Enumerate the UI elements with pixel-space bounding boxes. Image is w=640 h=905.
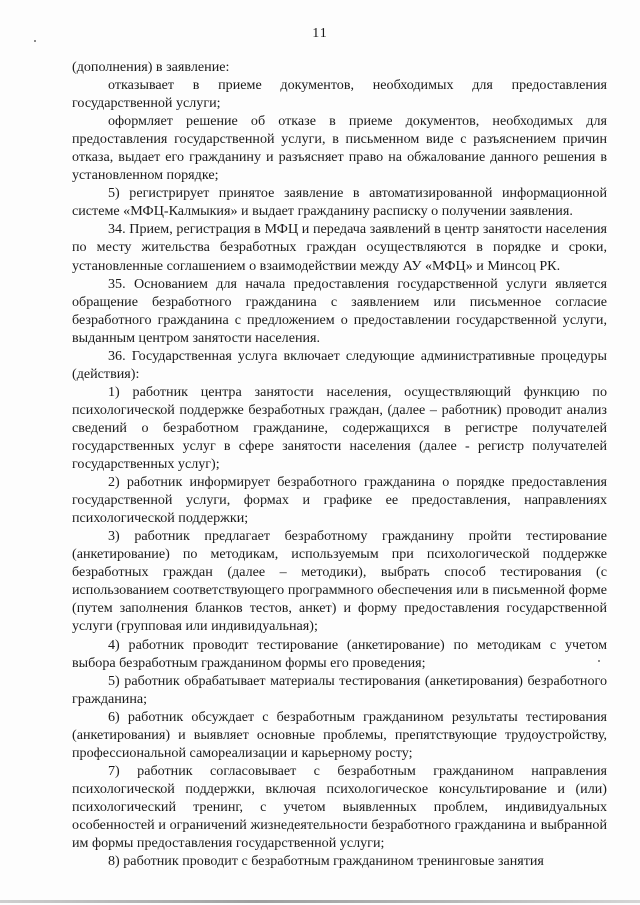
paragraph: 7) работник согласовывает с безработным гражданином направления психологической поддержки, включая психологическое консультирование и (или) психологический тренинг, с учетом выявленных проблем, индивидуальных особенностей и ограничений жизнедеятельности безработного гражданина и выбранной им формы предоставления государственной услуги; [72,762,607,852]
document-body [72,58,607,870]
scan-speck [598,660,600,662]
paragraph: 6) работник обсуждает с безработным гражданином результаты тестирования (анкетирования) и выявляет основные проблемы, препятствующие трудоустройству, профессиональной самореализации и карьерному росту; [72,708,607,761]
paragraph: отказывает в приеме документов, необходимых для предоставления государственной услуги; [72,77,607,112]
paragraph: (дополнения) в заявление: [72,59,230,75]
paragraph: 1) работник центра занятости населения, осуществляющий функцию по психологической поддержке безработных граждан, (далее – работник) проводит анализ сведений о безработном гражданине, содержащихся в регистре получателей государственных услуг в сфере занятости населения (далее - регистр получателей государственных услуг); [72,383,607,473]
scan-speck [34,40,36,42]
paragraph: оформляет решение об отказе в приеме документов, необходимых для предоставления государственной услуги, в письменном виде с разъяснением причин отказа, выдает его гражданину и разъясняет право на обжалование данного решения в установленном порядке; [72,113,607,184]
paragraph: 36. Государственная услуга включает следующие административные процедуры (действия): [72,347,607,382]
paragraph: 34. Прием, регистрация в МФЦ и передача заявлений в центр занятости населения по месту жительства безработных граждан осуществляются в порядке и сроки, установленные соглашением о взаимодействии между АУ «МФЦ» и Минсоц РК. [72,221,607,274]
paragraph: 2) работник информирует безработного гражданина о порядке предоставления государственной услуги, формах и графике ее предоставления, направлениях психологической поддержки; [72,474,607,527]
scan-edge [0,900,640,903]
paragraph: 5) регистрирует принятое заявление в автоматизированной информационной системе «МФЦ-Калмыкия» и выдает гражданину расписку о получении заявления. [72,185,607,220]
paragraph: 4) работник проводит тестирование (анкетирование) по методикам с учетом выбора безработным гражданином формы его проведения; [72,636,607,671]
paragraph: 35. Основанием для начала предоставления государственной услуги является обращение безработного гражданина с заявлением или письменное согласие безработного гражданина с предложением о предоставлении государственной услуги, выданным центром занятости населения. [72,275,607,346]
paragraph: 8) работник проводит с безработным гражданином тренинговые занятия [108,853,544,870]
page-number: 11 [312,26,328,41]
paragraph: 3) работник предлагает безработному гражданину пройти тестирование (анкетирование) по методикам, используемым при психологической поддержке безработных граждан (далее – методики), выбрать способ тестирования (с использованием соответствующего программного обеспечения или в письменной форме (путем заполнения бланков тестов, анкет) и форму предоставления государственной услуги (групповая или индивидуальная); [72,528,607,635]
paragraph: 5) работник обрабатывает материалы тестирования (анкетирования) безработного гражданина; [72,672,607,707]
